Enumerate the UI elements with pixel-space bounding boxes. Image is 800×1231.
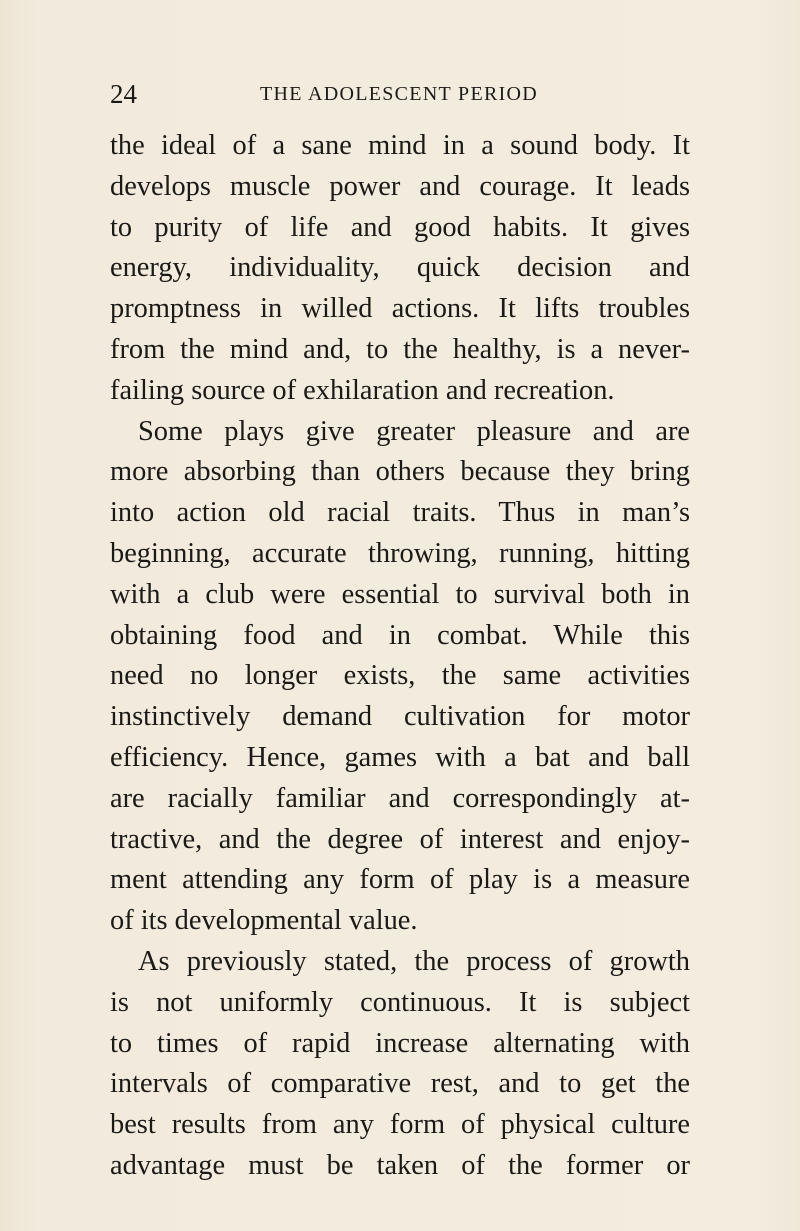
text-line: failing source of exhilaration and recreation. xyxy=(110,374,615,406)
text-line: beginning, accurate throwing, running, hitting xyxy=(110,537,690,569)
page-header xyxy=(110,77,690,111)
text-line: energy, individuality, quick decision and xyxy=(110,252,690,284)
text-line: develops muscle power and courage. It leads xyxy=(110,170,690,202)
text-line: more absorbing than others because they bring xyxy=(110,456,690,488)
text-line: tractive, and the degree of interest and enjoy- xyxy=(110,823,690,855)
body-text xyxy=(110,126,690,1187)
text-line: of its developmental value. xyxy=(110,905,418,937)
text-line: with a club were essential to survival both in xyxy=(110,578,690,610)
text-line: need no longer exists, the same activities xyxy=(110,660,690,692)
text-line: to purity of life and good habits. It gives xyxy=(110,211,690,243)
text-line: are racially familiar and correspondingly at- xyxy=(110,782,690,814)
text-line: into action old racial traits. Thus in man’s xyxy=(110,497,690,529)
text-line: best results from any form of physical culture xyxy=(110,1109,690,1141)
text-line: advantage must be taken of the former or xyxy=(110,1149,690,1181)
text-line: to times of rapid increase alternating with xyxy=(110,1027,690,1059)
text-line: intervals of comparative rest, and to get the xyxy=(110,1068,690,1100)
text-line: from the mind and, to the healthy, is a never- xyxy=(110,333,690,365)
page-number: 24 xyxy=(110,79,137,109)
text-line: efficiency. Hence, games with a bat and ball xyxy=(110,741,690,773)
text-line: promptness in willed actions. It lifts troubles xyxy=(110,293,690,325)
text-line: instinctively demand cultivation for motor xyxy=(110,701,690,733)
running-head: THE ADOLESCENT PERIOD xyxy=(260,83,539,105)
paragraph-start-line: Some plays give greater pleasure and are xyxy=(138,415,690,447)
paragraph-start-line: As previously stated, the process of growth xyxy=(138,945,690,977)
text-line: obtaining food and in combat. While this xyxy=(110,619,690,651)
text-line: is not uniformly continuous. It is subject xyxy=(110,986,690,1018)
text-line: the ideal of a sane mind in a sound body. It xyxy=(110,130,690,161)
text-line: ment attending any form of play is a measure xyxy=(110,864,690,896)
